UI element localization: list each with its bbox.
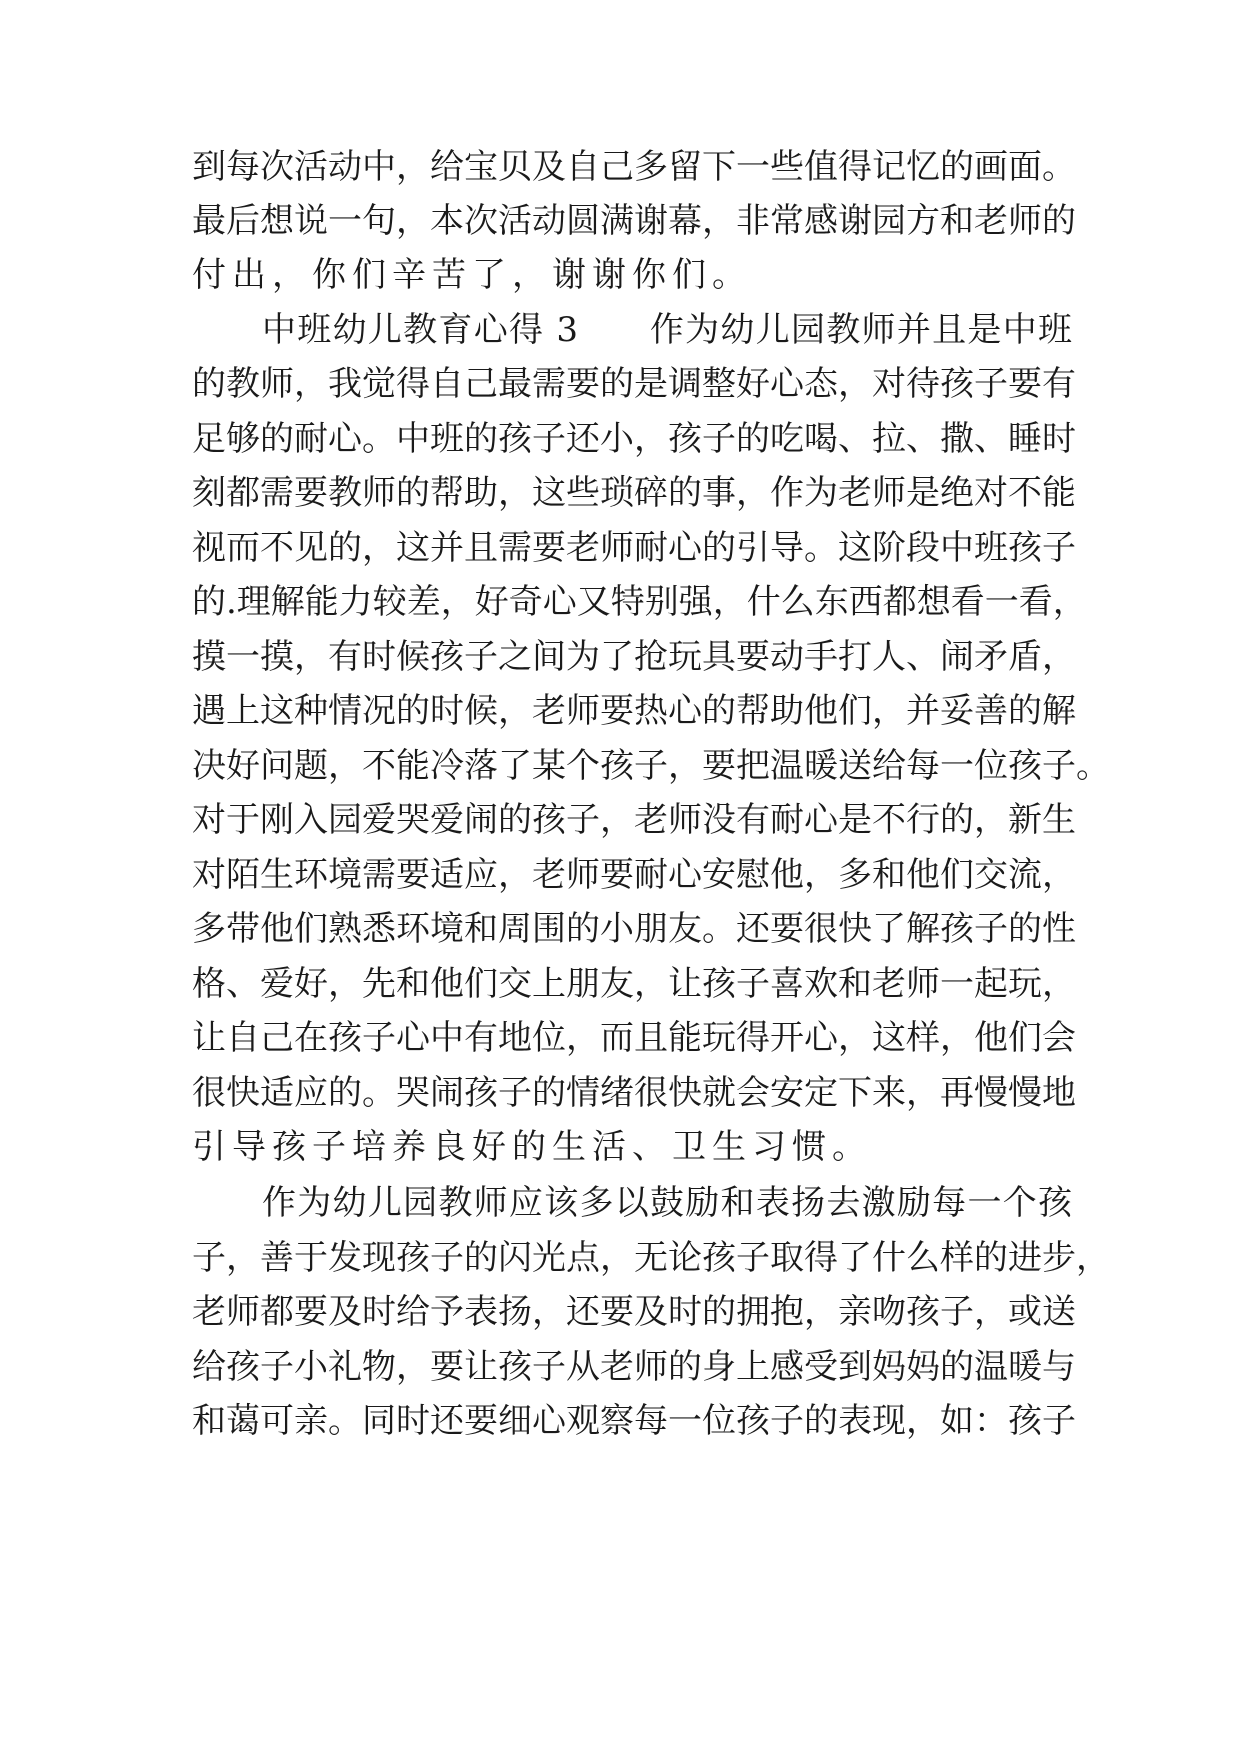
text-line: 对于刚入园爱哭爱闹的孩子，老师没有耐心是不行的，新生 <box>192 800 1076 840</box>
text-line: 对陌生环境需要适应，老师要耐心安慰他，多和他们交流， <box>192 855 1076 895</box>
text-line: 作为幼儿园教师应该多以鼓励和表扬去激励每一个孩 <box>262 1183 1072 1223</box>
section-heading-line: 中班幼儿教育心得 3 作为幼儿园教师并且是中班 <box>262 310 1072 350</box>
text-line: 到每次活动中，给宝贝及自己多留下一些值得记忆的画面。 <box>192 147 1076 187</box>
text-line: 格、爱好，先和他们交上朋友，让孩子喜欢和老师一起玩， <box>192 964 1076 1004</box>
text-line: 遇上这种情况的时候，老师要热心的帮助他们，并妥善的解 <box>192 691 1076 731</box>
text-line: 视而不见的，这并且需要老师耐心的引导。这阶段中班孩子 <box>192 528 1076 568</box>
text-line: 引导孩子培养良好的生活、卫生习惯。 <box>192 1127 872 1167</box>
text-line: 的.理解能力较差，好奇心又特别强，什么东西都想看一看， <box>192 582 1087 622</box>
text-line: 决好问题，不能冷落了某个孩子，要把温暖送给每一位孩子。 <box>192 746 1110 786</box>
text-line: 很快适应的。哭闹孩子的情绪很快就会安定下来，再慢慢地 <box>192 1073 1076 1113</box>
text-line: 和蔼可亲。同时还要细心观察每一位孩子的表现，如：孩子 <box>192 1401 1076 1441</box>
text-line: 给孩子小礼物，要让孩子从老师的身上感受到妈妈的温暖与 <box>192 1347 1076 1387</box>
text-line: 老师都要及时给予表扬，还要及时的拥抱，亲吻孩子，或送 <box>192 1292 1076 1332</box>
text-line: 让自己在孩子心中有地位，而且能玩得开心，这样，他们会 <box>192 1018 1076 1058</box>
text-line: 的教师，我觉得自己最需要的是调整好心态，对待孩子要有 <box>192 364 1076 404</box>
text-line: 付出，你们辛苦了，谢谢你们。 <box>192 255 752 295</box>
text-line: 刻都需要教师的帮助，这些琐碎的事，作为老师是绝对不能 <box>192 473 1076 513</box>
text-line: 最后想说一句，本次活动圆满谢幕，非常感谢园方和老师的 <box>192 201 1076 241</box>
text-line: 子，善于发现孩子的闪光点，无论孩子取得了什么样的进步， <box>192 1238 1110 1278</box>
text-line: 摸一摸，有时候孩子之间为了抢玩具要动手打人、闹矛盾， <box>192 637 1076 677</box>
text-line: 足够的耐心。中班的孩子还小，孩子的吃喝、拉、撒、睡时 <box>192 419 1076 459</box>
text-line: 多带他们熟悉环境和周围的小朋友。还要很快了解孩子的性 <box>192 909 1076 949</box>
